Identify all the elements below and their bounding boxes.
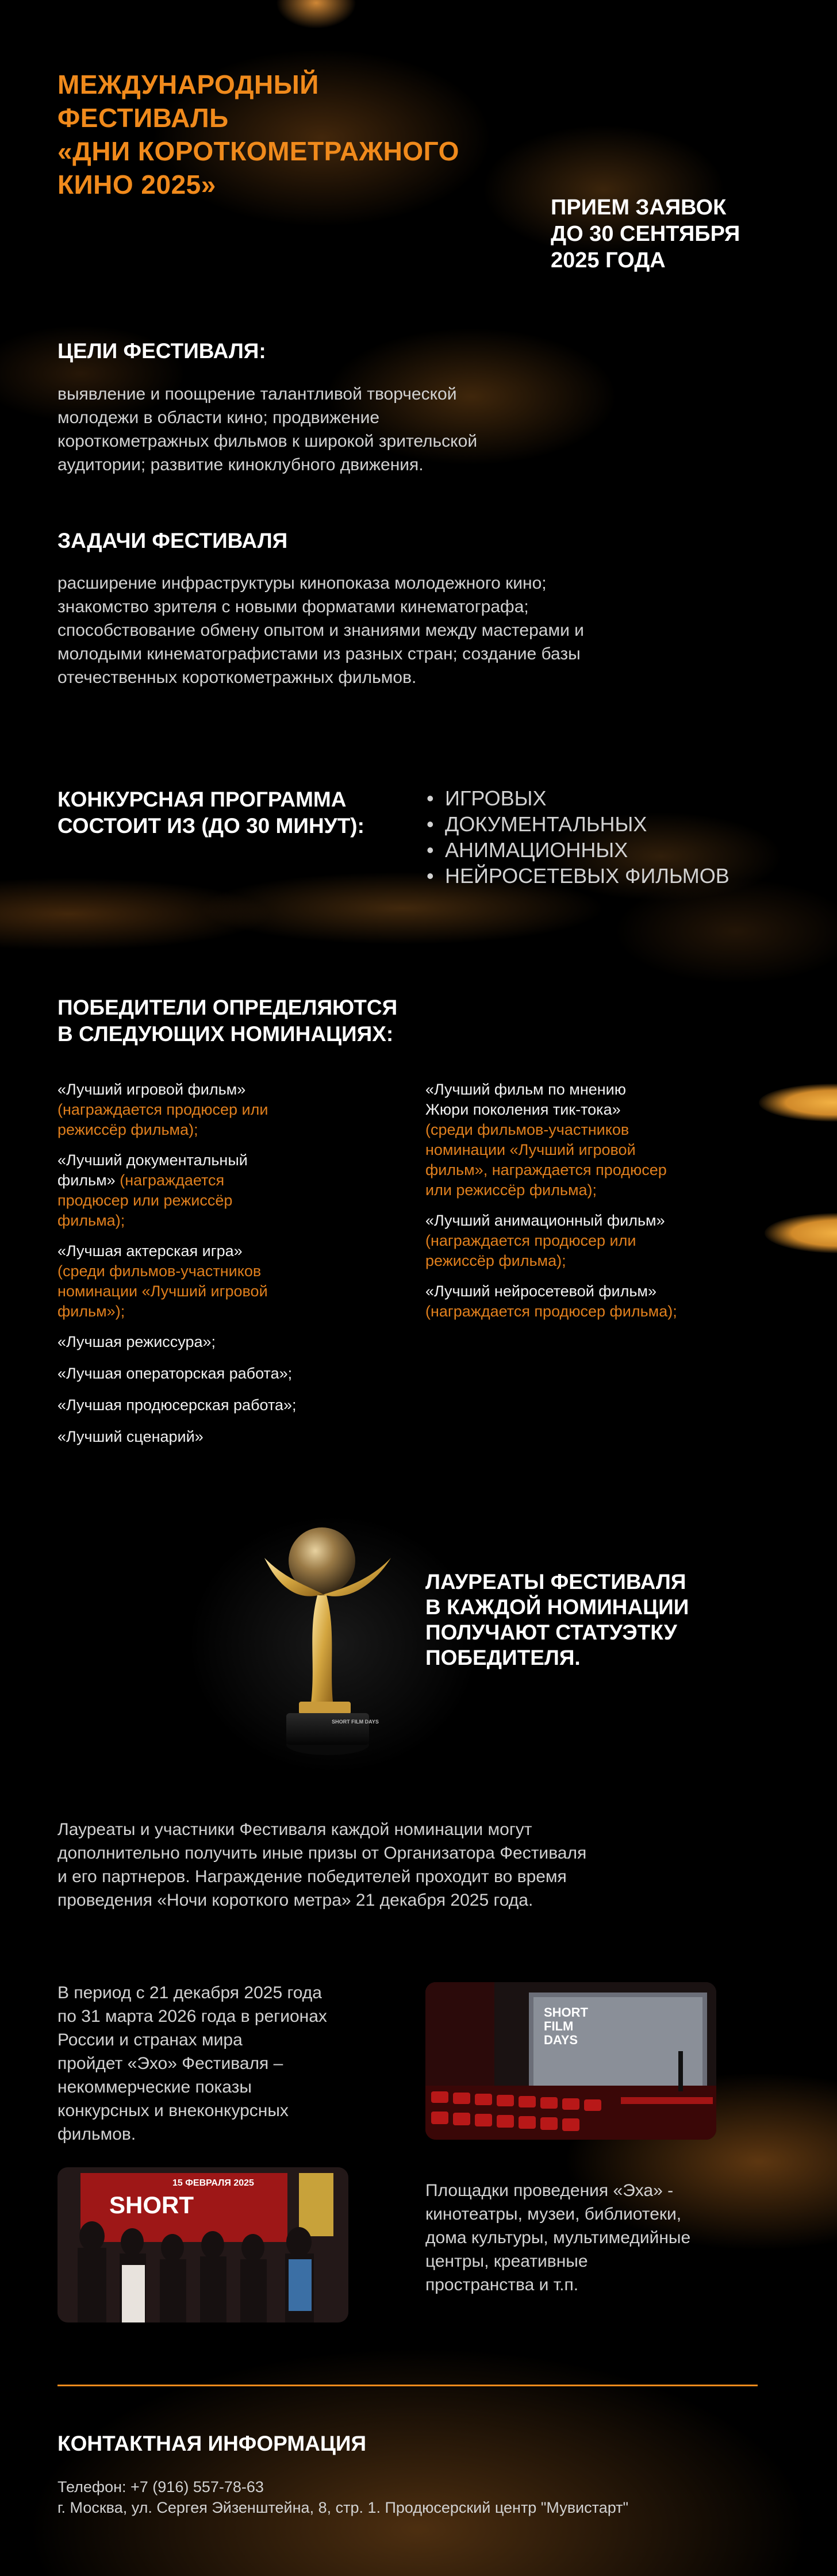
svg-text:DAYS: DAYS bbox=[544, 2033, 578, 2047]
nomination-item: «Лучшая операторская работа»; bbox=[57, 1365, 293, 1382]
contest-category: • НЕЙРОСЕТЕВЫХ ФИЛЬМОВ bbox=[427, 863, 730, 889]
nominations-heading: ПОБЕДИТЕЛИ ОПРЕДЕЛЯЮТСЯ В СЛЕДУЮЩИХ НОМИНАЦИЯХ: bbox=[57, 996, 398, 1046]
nomination-item: «Лучший анимационный фильм» (награждается продюсер или режиссёр фильма); bbox=[425, 1212, 665, 1269]
contest-category: • ИГРОВЫХ bbox=[427, 785, 730, 811]
laureate-statement: ЛАУРЕАТЫ ФЕСТИВАЛЯ В КАЖДОЙ НОМИНАЦИИ ПОЛУЧАЮТ СТАТУЭТКУ ПОБЕДИТЕЛЯ. bbox=[425, 1570, 689, 1669]
tasks-heading: ЗАДАЧИ ФЕСТИВАЛЯ bbox=[57, 529, 288, 552]
nomination-item: «Лучший игровой фильм» (награждается продюсер или режиссёр фильма); bbox=[57, 1081, 268, 1138]
nomination-item: «Лучший документальный фильм» (награждается продюсер или режиссёр фильма); bbox=[57, 1151, 248, 1229]
nomination-item: «Лучший фильм по мнению Жюри поколения тик-тока» (среди фильмов-участников номинации «Лучший игровой фильм», награждается продюсер или режиссёр фильма); bbox=[425, 1081, 667, 1199]
nomination-item: «Лучшая актерская игра» (среди фильмов-участников номинации «Лучший игровой фильм»); bbox=[57, 1242, 268, 1320]
contacts-text bbox=[57, 2477, 628, 2518]
contest-category: • ДОКУМЕНТАЛЬНЫХ bbox=[427, 811, 730, 837]
festival-title: МЕЖДУНАРОДНЫЙ ФЕСТИВАЛЬ «ДНИ КОРОТКОМЕТРАЖНОГО КИНО 2025» bbox=[57, 70, 459, 199]
nomination-item: «Лучший нейросетевой фильм» (награждается продюсер фильма); bbox=[425, 1283, 677, 1320]
contact-phone: Телефон: +7 (916) 557-78-63 bbox=[57, 2478, 264, 2496]
nomination-item: «Лучшая режиссура»; bbox=[57, 1333, 216, 1350]
contest-heading: КОНКУРСНАЯ ПРОГРАММА СОСТОИТ ИЗ (ДО 30 МИНУТ): bbox=[57, 788, 364, 838]
goals-heading: ЦЕЛИ ФЕСТИВАЛЯ: bbox=[57, 339, 266, 363]
tasks-text: расширение инфраструктуры кинопоказа молодежного кино; знакомство зрителя с новыми форматами кинематографа; способствование обмену опытом и знаниями между мастерами и молодыми кинематографистами из разных стран; создание базы отечественных короткометражных фильмов. bbox=[57, 574, 584, 687]
trophy-base bbox=[286, 1713, 369, 1745]
nominations-left-column bbox=[57, 1080, 379, 1458]
nominations-right-column bbox=[425, 1080, 759, 1332]
application-deadline: ПРИЕМ ЗАЯВОК ДО 30 СЕНТЯБРЯ 2025 ГОДА bbox=[551, 195, 740, 272]
trophy-statuette-image bbox=[253, 1518, 402, 1771]
echo-text: В период с 21 декабря 2025 года по 31 марта 2026 года в регионах России и странах мира пройдет «Эхо» Фестиваля – некоммерческие показы конкурсных и внеконкурсных фильмов. bbox=[57, 1983, 327, 2144]
nomination-item: «Лучший сценарий» bbox=[57, 1428, 204, 1445]
section-divider bbox=[57, 2385, 758, 2386]
svg-text:15 ФЕВРАЛЯ 2025: 15 ФЕВРАЛЯ 2025 bbox=[172, 2178, 254, 2188]
trophy-plate bbox=[299, 1702, 351, 1714]
svg-text:FILM: FILM bbox=[544, 2019, 574, 2033]
bokeh-light bbox=[276, 0, 356, 29]
contact-address: г. Москва, ул. Сергея Эйзенштейна, 8, стр. 1. Продюсерский центр "Мувистарт" bbox=[57, 2499, 629, 2516]
contest-categories-list bbox=[427, 785, 730, 889]
trophy-label: SHORT FILM DAYS bbox=[332, 1719, 379, 1725]
svg-text:SHORT: SHORT bbox=[544, 2005, 588, 2020]
cinema-screening-photo bbox=[425, 1982, 716, 2140]
goals-text: выявление и поощрение талантливой творческой молодежи в области кино; продвижение короткометражных фильмов к широкой зрительской аудитории; развитие киноклубного движения. bbox=[57, 385, 478, 474]
venues-text: Площадки проведения «Эха» - кинотеатры, музеи, библиотеки, дома культуры, мультимедийные центры, креативные пространства и т.п. bbox=[425, 2181, 691, 2294]
contest-category: • АНИМАЦИОННЫХ bbox=[427, 837, 730, 863]
svg-text:SHORT: SHORT bbox=[109, 2191, 194, 2218]
decorative-lens-light bbox=[765, 1213, 837, 1253]
prizes-text: Лауреаты и участники Фестиваля каждой номинации могут дополнительно получить иные призы от Организатора Фестиваля и его партнеров. Награждение победителей проходит во время проведения «Ночи короткого метра» 21 декабря 2025 года. bbox=[57, 1820, 587, 1910]
contacts-heading: КОНТАКТНАЯ ИНФОРМАЦИЯ bbox=[57, 2432, 367, 2455]
decorative-lens-light bbox=[759, 1084, 837, 1122]
participants-group-photo bbox=[57, 2167, 348, 2322]
nomination-item: «Лучшая продюсерская работа»; bbox=[57, 1396, 297, 1414]
